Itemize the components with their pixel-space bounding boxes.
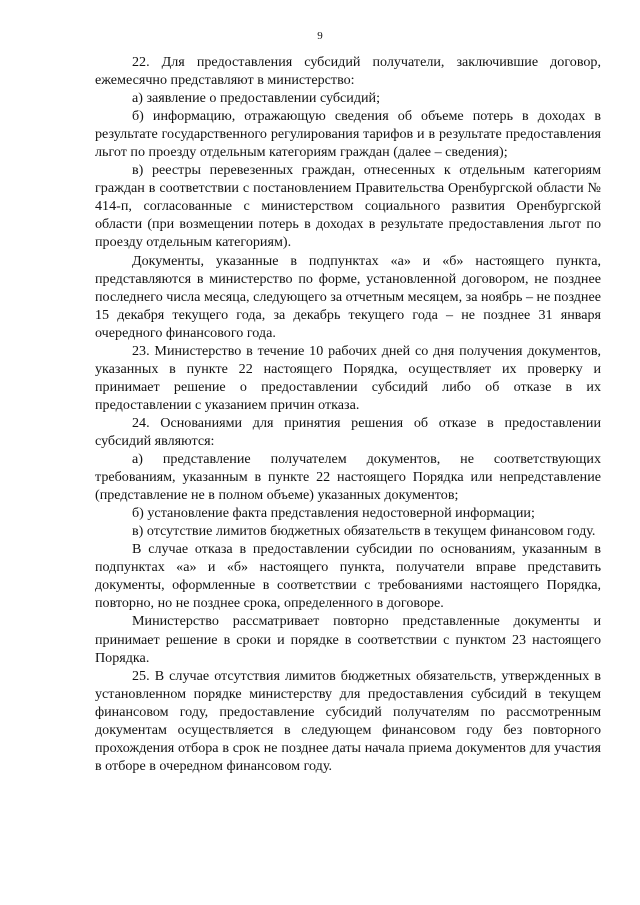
paragraph-24-v: в) отсутствие лимитов бюджетных обязательств в текущем финансовом году. [132,523,596,540]
document-body [95,53,601,775]
paragraph-22-b: б) информацию, отражающую сведения об объеме потерь в доходах в результате государственного регулирования тарифов и в результате предоставления льгот по проезду отдельным категориям граждан (далее – сведения); [95,108,601,161]
paragraph-24: 24. Основаниями для принятия решения об отказе в предоставлении субсидий являются: [95,414,601,449]
paragraph-23: 23. Министерство в течение 10 рабочих дней со дня получения документов, указанных в пункте 22 настоящего Порядка, осуществляет их проверку и принимает решение о предоставлении субсидий либо об отказе в их предоставлении с указанием причин отказа. [95,342,601,413]
paragraph-22-deadlines: Документы, указанные в подпунктах «а» и «б» настоящего пункта, представляются в министерство по форме, установленной договором, не позднее последнего числа месяца, следующего за отчетным месяцем, за ноябрь – не позднее 15 декабря текущего года, за декабрь текущего года – не позднее 31 января очередного финансового года. [95,252,601,341]
paragraph-25: 25. В случае отсутствия лимитов бюджетных обязательств, утвержденных в установленном порядке министерству для предоставления субсидий в текущем финансовом году, предоставление субсидий получателям по рассмотренным документам осуществляется в следующем финансовом году без повторного прохождения отбора в срок не позднее даты начала приема документов для участия в отборе в очередном финансовом году. [95,667,601,774]
paragraph-24-review: Министерство рассматривает повторно представленные документы и принимает решение в сроки и порядке в соответствии с пунктом 23 настоящего Порядка. [95,613,601,666]
paragraph-24-b: б) установление факта представления недостоверной информации; [132,505,535,522]
paragraph-22-a: а) заявление о предоставлении субсидий; [132,90,381,107]
paragraph-22-v: в) реестры перевезенных граждан, отнесенных к отдельным категориям граждан в соответствии с постановлением Правительства Оренбургской области № 414-п, согласованные с министерством социального развития Оренбургской области (при возмещении потерь в доходах в результате предоставления льгот по проезду отдельным категориям). [95,162,601,251]
page-number: 9 [317,30,323,42]
paragraph-24-refusal: В случае отказа в предоставлении субсидии по основаниям, указанным в подпунктах «а» и «б» настоящего пункта, получатели вправе представить документы, оформленные в соответствии с требованиями настоящего Порядка, повторно, но не позднее срока, определенного в договоре. [95,541,601,612]
paragraph-24-a: а) представление получателем документов, не соответствующих требованиям, указанным в пункте 22 настоящего Порядка или непредставление (представление не в полном объеме) указанных документов; [95,451,601,504]
paragraph-22: 22. Для предоставления субсидий получатели, заключившие договор, ежемесячно представляют в министерство: [95,54,601,89]
